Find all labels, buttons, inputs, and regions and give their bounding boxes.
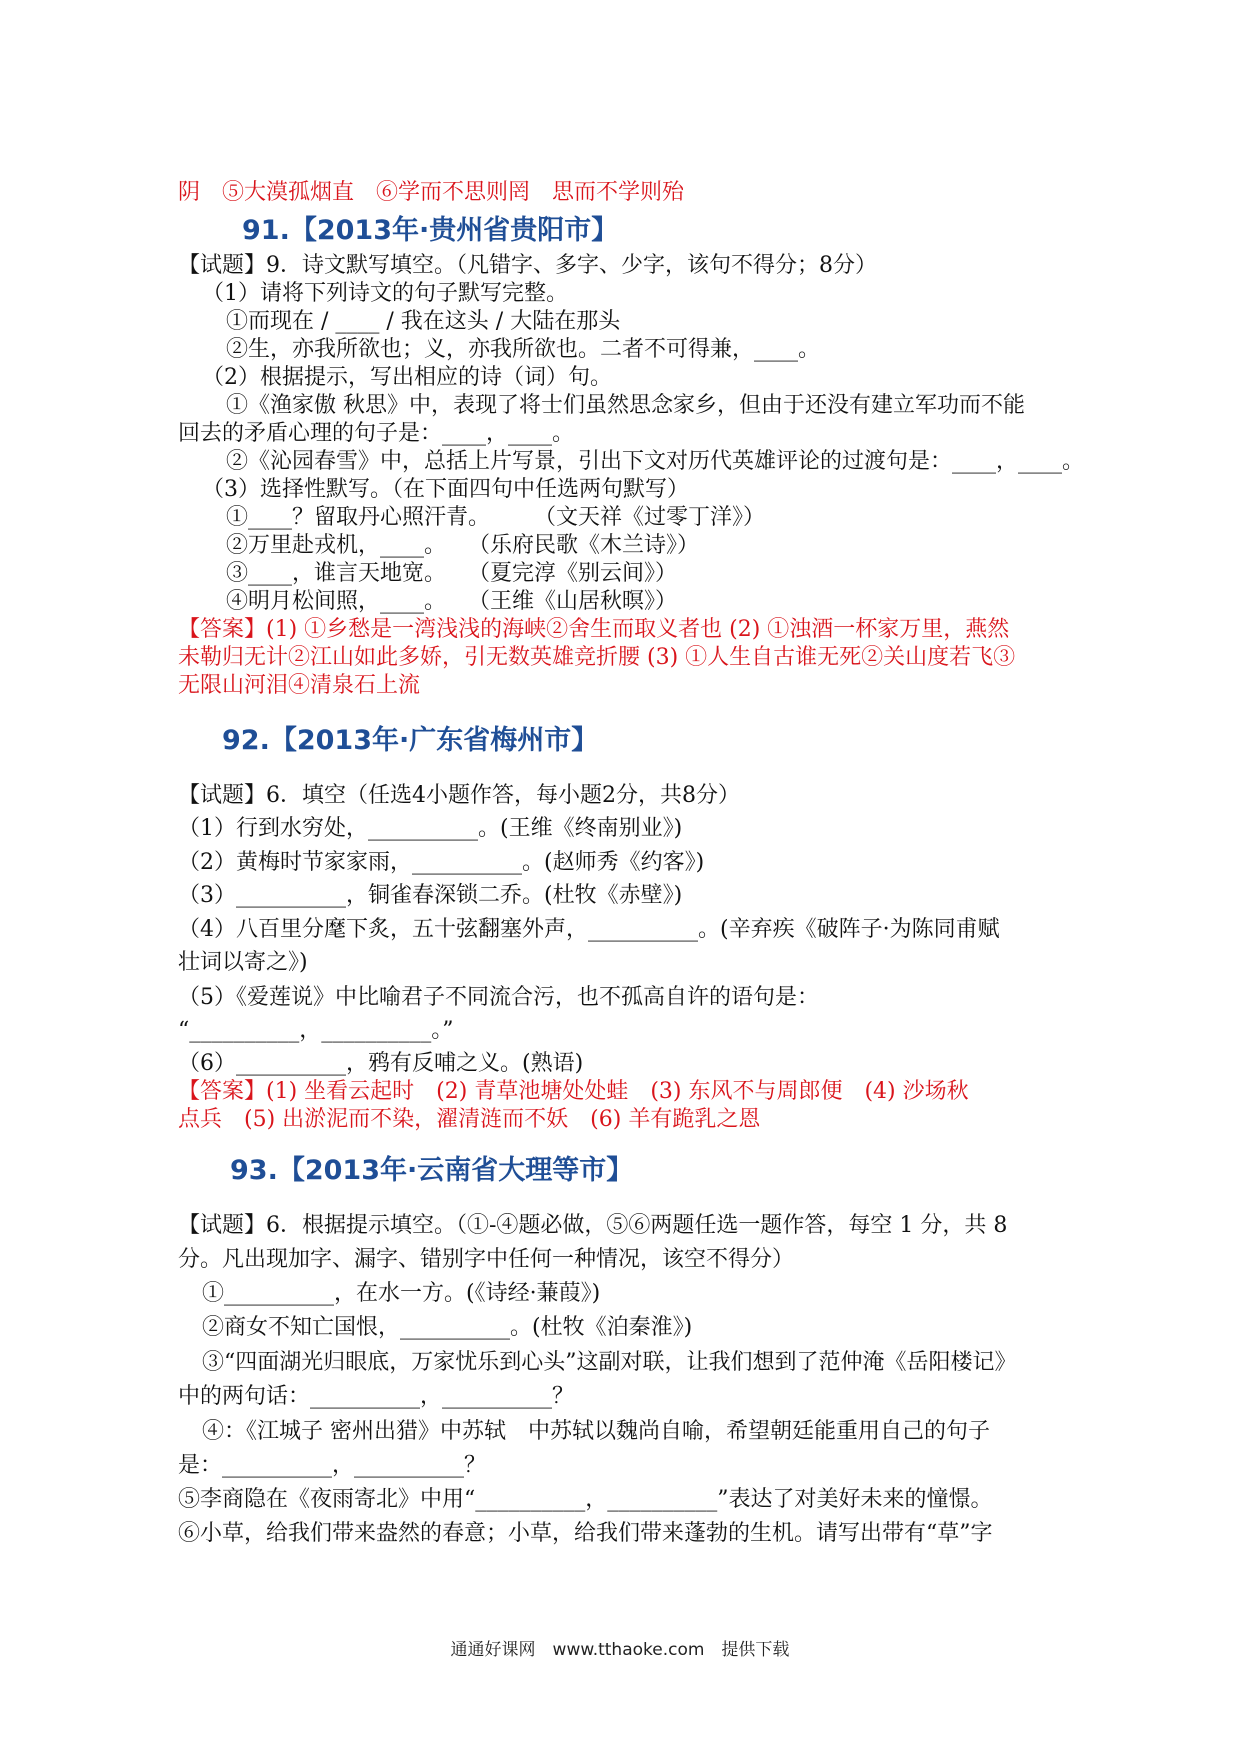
s92-answer: 【答案】(1) 坐看云起时 (2) 青草池塘处处蛙 (3) 东风不与周郎便 (4) 沙场秋 — [178, 1079, 969, 1104]
s93-item: ⑤李商隐在《夜雨寄北》中用“__________，__________”表达了对美好未来的憧憬。 — [178, 1487, 993, 1512]
section-91-heading: 91.【2013年·贵州省贵阳市】 — [242, 215, 619, 246]
s92-item: （1）行到水穷处，__________。(王维《终南别业》) — [178, 816, 683, 841]
s92-item: （5）《爱莲说》中比喻君子不同流合污，也不孤高自许的语句是： — [178, 985, 819, 1010]
s93-item: ②商女不知亡国恨，__________。(杜牧《泊秦淮》) — [202, 1315, 693, 1340]
s91-answer: 无限山河泪④清泉石上流 — [178, 673, 421, 698]
s92-item: “__________，__________。” — [178, 1018, 454, 1043]
s93-item: ⑥小草，给我们带来盎然的春意；小草，给我们带来蓬勃的生机。请写出带有“草”字 — [178, 1521, 993, 1546]
section-93-heading: 93.【2013年·云南省大理等市】 — [230, 1155, 634, 1186]
s91-item: ①____？留取丹心照汗青。 （文天祥《过零丁洋》） — [226, 505, 766, 530]
s91-answer: 未勒归无计②江山如此多娇，引无数英雄竞折腰 (3) ①人生自古谁无死②关山度若飞③ — [178, 645, 1016, 670]
s91-item: ②万里赴戎机，____。 （乐府民歌《木兰诗》） — [226, 533, 700, 558]
s92-item: （4）八百里分麾下炙，五十弦翻塞外声，__________。(辛弃疾《破阵子·为陈同甫赋 — [178, 917, 1000, 942]
s93-item: ③“四面湖光归眼底，万家忧乐到心头”这副对联，让我们想到了范仲淹《岳阳楼记》 — [202, 1350, 1017, 1375]
s93-item: 分。凡出现加字、漏字、错别字中任何一种情况，该空不得分） — [178, 1247, 795, 1272]
s91-item: ③____，谁言天地宽。 （夏完淳《别云间》） — [226, 561, 678, 586]
s92-item: （3）__________，铜雀春深锁二乔。(杜牧《赤壁》) — [178, 883, 683, 908]
s93-item: ①__________，在水一方。(《诗经·蒹葭》) — [202, 1281, 601, 1306]
page-footer: 通通好课网 www.tthaoke.com 提供下载 — [450, 1640, 790, 1660]
s91-item: ②《沁园春雪》中，总括上片写景，引出下文对历代英雄评论的过渡句是：____，____。 — [226, 449, 1085, 474]
s91-part3: （3）选择性默写。（在下面四句中任选两句默写） — [202, 477, 689, 502]
s92-answer: 点兵 (5) 出淤泥而不染，濯清涟而不妖 (6) 羊有跪乳之恩 — [178, 1107, 761, 1132]
s92-question: 【试题】6．填空（任选4小题作答，每小题2分，共8分） — [178, 783, 740, 808]
s91-item: ②生，亦我所欲也；义，亦我所欲也。二者不可得兼，____。 — [226, 337, 821, 362]
prev-answer-tail: 阴 ⑤大漠孤烟直 ⑥学而不思则罔 思而不学则殆 — [178, 180, 685, 205]
s91-item: ①而现在 / ____ / 我在这头 / 大陆在那头 — [226, 309, 621, 334]
s92-item: （2）黄梅时节家家雨，__________。(赵师秀《约客》) — [178, 850, 705, 875]
section-92-heading: 92.【2013年·广东省梅州市】 — [222, 725, 599, 756]
s91-question: 【试题】9．诗文默写填空。（凡错字、多字、少字，该句不得分；8分） — [178, 253, 877, 278]
s91-item: ①《渔家傲 秋思》中，表现了将士们虽然思念家乡，但由于还没有建立军功而不能 — [226, 393, 1025, 418]
s91-part2: （2）根据提示，写出相应的诗（词）句。 — [202, 365, 612, 390]
s92-item: （6）__________，鸦有反哺之义。(熟语) — [178, 1051, 584, 1076]
s91-item: ④明月松间照，____。 （王维《山居秋暝》） — [226, 589, 678, 614]
s93-item: ④：《江城子 密州出猎》中苏轼 中苏轼以魏尚自喻，希望朝廷能重用自己的句子 — [202, 1419, 990, 1444]
s93-question: 【试题】6．根据提示填空。（①-④题必做，⑤⑥两题任选一题作答，每空 1 分，共 8 — [178, 1213, 1008, 1238]
s93-item: 中的两句话：__________，__________？ — [178, 1384, 575, 1409]
s91-part1: （1）请将下列诗文的句子默写完整。 — [202, 281, 568, 306]
s91-item: 回去的矛盾心理的句子是：____，____。 — [178, 421, 575, 446]
s92-item: 壮词以寄之》) — [178, 950, 308, 975]
s91-answer: 【答案】(1) ①乡愁是一湾浅浅的海峡②舍生而取义者也 (2) ①浊酒一杯家万里，燕然 — [178, 617, 1010, 642]
s93-item: 是：__________，__________？ — [178, 1453, 487, 1478]
